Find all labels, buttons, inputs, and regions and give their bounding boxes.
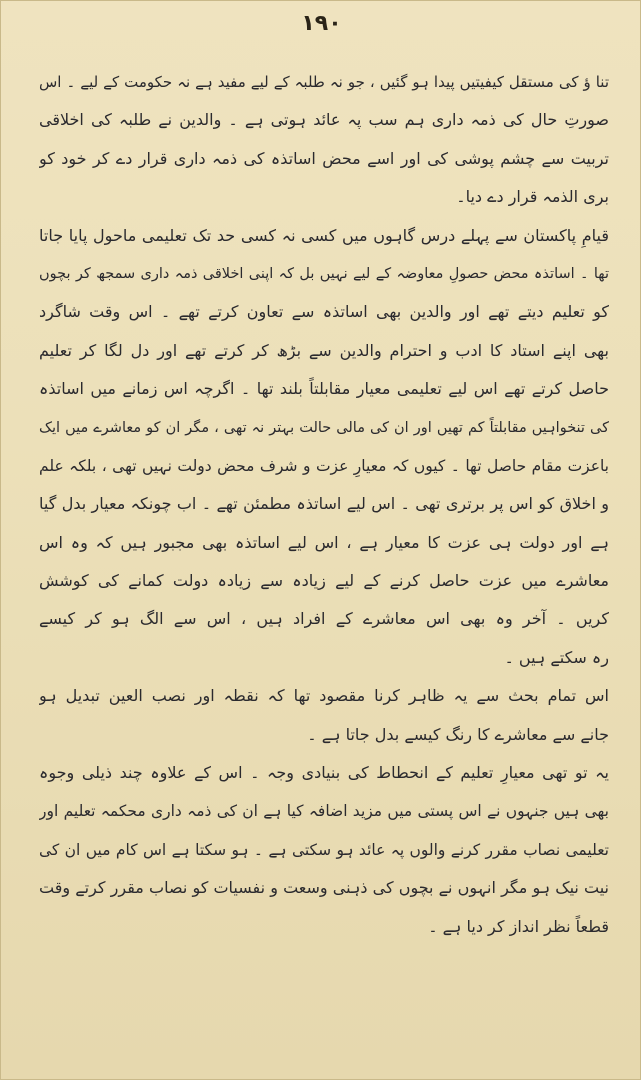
text-line: ہے اور دولت ہی عزت کا معیار ہے ، اس لیے اساتذہ بھی مجبور ہیں کہ وہ اس [39, 532, 609, 552]
text-line: قیامِ پاکستان سے پہلے درس گاہوں میں کسی نہ کسی حد تک تعلیمی ماحول پایا جاتا [39, 225, 609, 245]
text-line: تربیت سے چشم پوشی کی اور اسے محض اساتذہ کی ذمہ داری قرار دے کر خود کو [39, 148, 609, 168]
text-line: بھی اپنے استاد کا ادب و احترام والدین سے بڑھ کر کرتے تھے اور دل لگا کر تعلیم [39, 340, 609, 360]
text-line: تھا ۔ اساتذہ محض حصولِ معاوضہ کے لیے نہیں بل کہ اپنی اخلاقی ذمہ داری سمجھ کر بچوں [39, 265, 609, 282]
text-line: جانے سے معاشرے کا رنگ کیسے بدل جاتا ہے ۔ [307, 724, 609, 744]
text-line: تنا ؤ کی مستقل کیفیتیں پیدا ہو گئیں ، جو نہ طلبہ کے لیے مفید ہے نہ حکومت کے لیے ۔ اس [39, 73, 609, 91]
text-line: تعلیمی نصاب مقرر کرنے والوں پہ عائد ہو سکتی ہے ۔ ہو سکتا ہے اس کام میں ان کی [39, 840, 609, 859]
text-line: و اخلاق کو اس پر برتری تھی ۔ اس لیے اساتذہ مطمئن تھے ۔ اب چونکہ معیار بدل گیا [39, 494, 609, 514]
text-line: معاشرے میں عزت حاصل کرنے کے لیے زیادہ سے زیادہ دولت کمانے کی کوشش [39, 571, 609, 591]
text-line: بری الذمہ قرار دے دیا۔ [456, 187, 609, 207]
urdu-text-body [39, 63, 609, 946]
text-line: کی تنخواہیں مقابلتاً کم تھیں اور ان کی مالی حالت بہتر نہ تھی ، مگر ان کو معاشرے میں ایک [39, 419, 609, 436]
text-line: کو تعلیم دیتے تھے اور والدین بھی اساتذہ سے تعاون کرتے تھے ۔ اس وقت شاگرد [39, 302, 609, 322]
text-line: قطعاً نظر انداز کر دیا ہے ۔ [428, 916, 609, 936]
text-line: حاصل کرتے تھے اس لیے تعلیمی معیار مقابلتاً بلند تھا ۔ اگرچہ اس زمانے میں اساتذہ [39, 379, 609, 399]
text-line: صورتِ حال کی ذمہ داری ہم سب پہ عائد ہوتی ہے ۔ والدین نے طلبہ کی اخلاقی [39, 110, 609, 130]
text-line: اس تمام بحث سے یہ ظاہر کرنا مقصود تھا کہ نقطہ اور نصب العین تبدیل ہو [39, 686, 609, 706]
text-line: رہ سکتے ہیں ۔ [504, 647, 609, 667]
text-line: کریں ۔ آخر وہ بھی اس معاشرے کے افراد ہیں ، اس سے الگ ہو کر کیسے [39, 609, 609, 629]
page-number: ۱۹۰ [301, 11, 342, 36]
text-line: باعزت مقام حاصل تھا ۔ کیوں کہ معیارِ عزت و شرف محض دولت نہیں تھی ، بلکہ علم [39, 456, 609, 475]
text-line: نیت نیک ہو مگر انہوں نے بچوں کی ذہنی وسعت و نفسیات کو نصاب مقرر کرتے وقت [39, 878, 609, 898]
text-line: بھی ہیں جنہوں نے اس پستی میں مزید اضافہ کیا ہے ان کی ذمہ داری محکمہ تعلیم اور [39, 802, 609, 821]
text-line: یہ تو تھی معیارِ تعلیم کے انحطاط کی بنیادی وجہ ۔ اس کے علاوہ چند ذیلی وجوہ [39, 763, 609, 783]
